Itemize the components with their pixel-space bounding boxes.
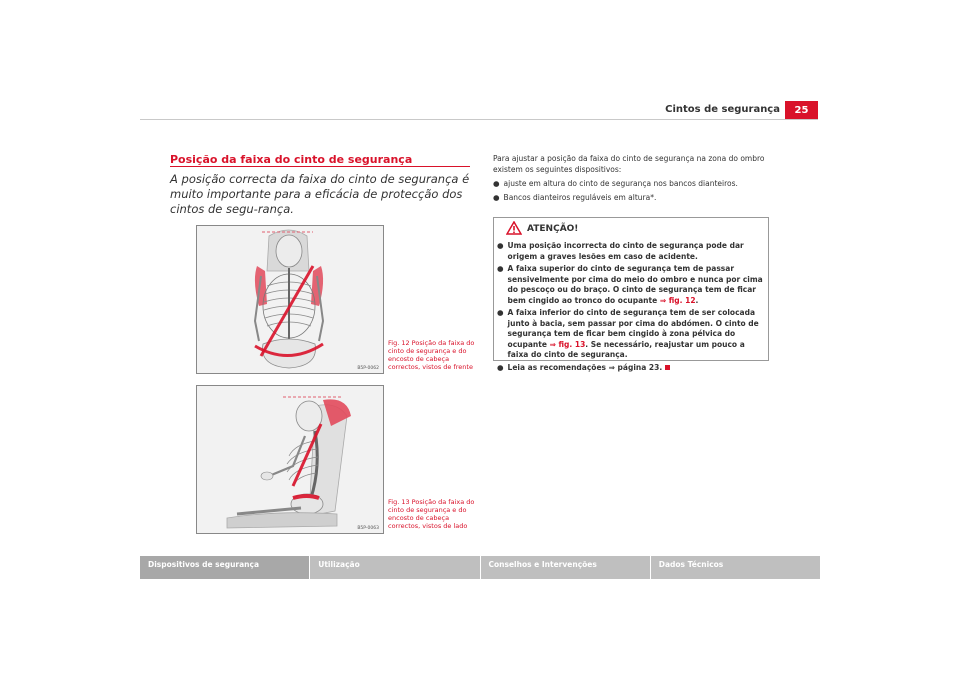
section-title: Posição da faixa do cinto de segurança [170,153,413,166]
bullet-icon: ● [497,264,504,273]
bullet-icon: ● [493,192,500,202]
footer-tab-utilizacao[interactable]: Utilização [310,556,479,579]
figure-code: B5P-0062 [357,366,379,371]
warning-triangle-icon [506,221,522,235]
bullet-icon: ● [497,241,504,250]
warning-item-text: Leia as recomendações [507,362,606,372]
warning-item [497,264,765,306]
warning-box [493,217,769,372]
figure-reference-link[interactable]: ⇒ fig. 12 [659,295,696,305]
warning-item-text-end: . Se necessário, reajustar um pouco a faixa do cinto de segurança. [507,339,745,359]
running-header-title: Cintos de segurança [665,104,780,115]
footer-tab-dados-tecnicos[interactable]: Dados Técnicos [651,556,820,579]
skeleton-front-illustration [197,226,383,373]
warning-item-text: A faixa superior do cinto de segurança tem de passar sensivelmente por cima do meio do ombro e nunca por cima do pescoço ou do braço. O cinto de segurança tem de ficar bem cingido ao tronco do ocupante [507,264,763,305]
warning-item [497,363,765,374]
end-of-section-icon [665,365,670,370]
warning-item-text-end: . [695,295,699,305]
page-reference-link[interactable]: ⇒ página 23. [608,362,663,372]
warning-item-text: A faixa inferior do cinto de segurança tem de ser colocada junto à bacia, sem passar por cima do abdómen. O cinto de segurança tem de ficar bem cingido à zona pélvica do ocupante [507,308,759,349]
figure-12-front-view [196,225,384,374]
bullet-icon: ● [497,362,504,372]
bullet-icon: ● [497,308,504,317]
figure-13-caption: Fig. 13 Posição da faixa do cinto de segurança e do encosto de cabeça correctos, vistos de lado [388,498,475,530]
body-text-column [493,154,768,206]
warning-title: ATENÇÃO! [527,224,579,234]
section-intro: A posição correcta da faixa do cinto de segurança é muito importante para a eficácia de protecção dos cintos de segu-rança. [170,172,470,216]
skeleton-side-illustration [197,386,383,533]
warning-item [497,241,765,262]
page-number-badge: 25 [785,101,818,119]
list-item-text: Bancos dianteiros reguláveis em altura*. [503,192,657,202]
list-item [493,193,768,204]
bullet-icon: ● [493,179,500,188]
list-item-text: ajuste em altura do cinto de segurança nos bancos dianteiros. [503,179,738,188]
figure-13-side-view [196,385,384,534]
section-title-underline [170,166,470,167]
header-divider [140,119,818,120]
warning-item [497,308,765,361]
footer-tab-dispositivos-de-seguranca[interactable]: Dispositivos de segurança [140,556,309,579]
figure-code: B5P-0063 [357,526,379,531]
warning-item-text: Uma posição incorrecta do cinto de segurança pode dar origem a graves lesões em caso de acidente. [507,241,744,261]
footer-nav [140,556,820,579]
figure-reference-link[interactable]: ⇒ fig. 13 [549,339,586,349]
body-paragraph: Para ajustar a posição da faixa do cinto de segurança na zona do ombro existem os seguintes dispositivos: [493,154,765,174]
figure-12-caption: Fig. 12 Posição da faixa do cinto de segurança e do encosto de cabeça correctos, vistos de frente [388,339,475,371]
footer-tab-conselhos-e-intervencoes[interactable]: Conselhos e Intervenções [481,556,650,579]
list-item [493,179,768,190]
